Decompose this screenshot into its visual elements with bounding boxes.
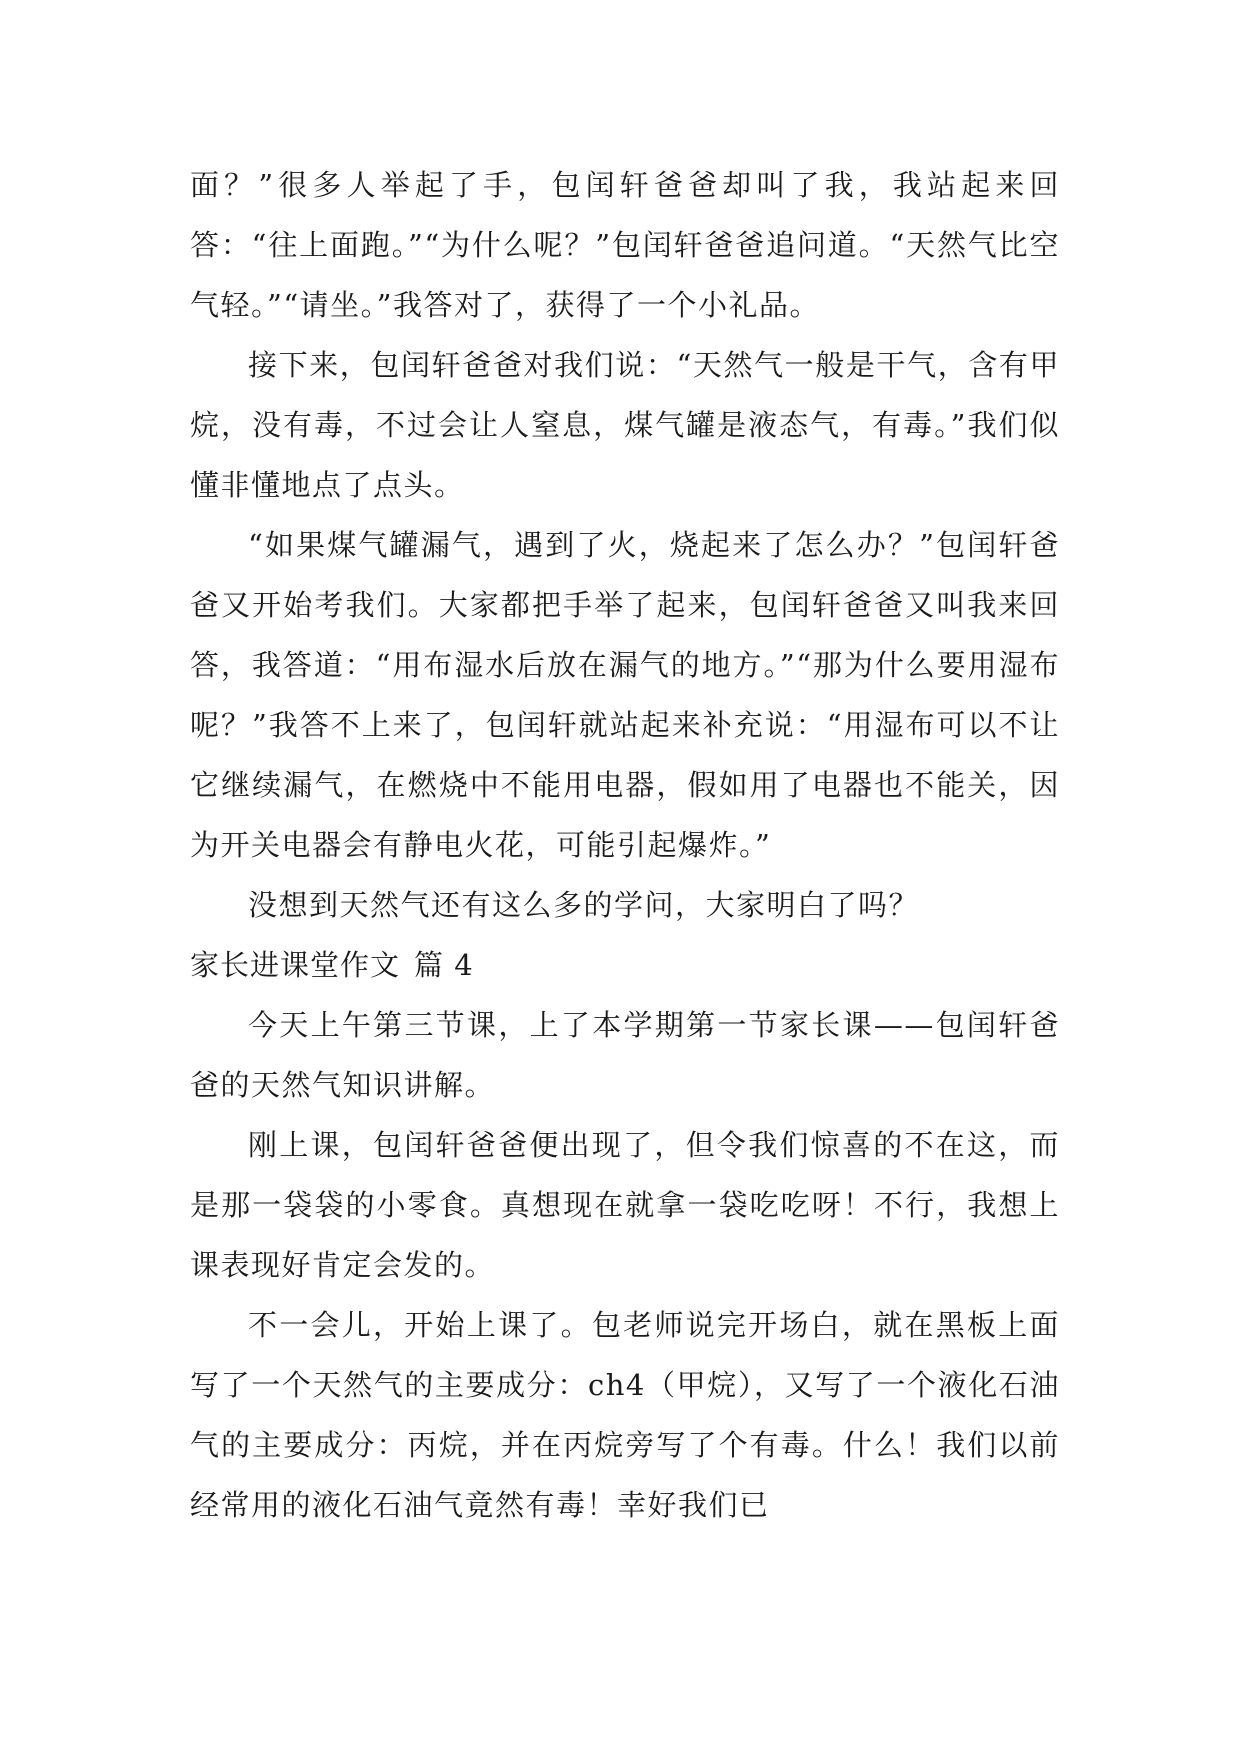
section-heading-part: 篇 4 — [414, 948, 474, 982]
paragraph-5: 今天上午第三节课，上了本学期第一节家长课——包闰轩爸爸的天然气知识讲解。 — [190, 1008, 1060, 1102]
section-heading — [190, 935, 1060, 995]
paragraph-7: 不一会儿，开始上课了。包老师说完开场白，就在黑板上面写了一个天然气的主要成分：ch4（甲烷），又写了一个液化石油气的主要成分：丙烷，并在丙烷旁写了个有毒。什么！我们以前经常用的液化石油气竟然有毒！幸好我们已 — [190, 1308, 1060, 1522]
section-heading-title: 家长进课堂作文 — [190, 948, 401, 982]
paragraph-2: 接下来，包闰轩爸爸对我们说：“天然气一般是干气，含有甲烷，没有毒，不过会让人窒息，煤气罐是液态气，有毒。”我们似懂非懂地点了点头。 — [190, 348, 1060, 502]
paragraph-3: “如果煤气罐漏气，遇到了火，烧起来了怎么办？”包闰轩爸爸又开始考我们。大家都把手举了起来，包闰轩爸爸又叫我来回答，我答道：“用布湿水后放在漏气的地方。”“那为什么要用湿布呢？”我答不上来了，包闰轩就站起来补充说：“用湿布可以不让它继续漏气，在燃烧中不能用电器，假如用了电器也不能关，因为开关电器会有静电火花，可能引起爆炸。” — [190, 528, 1060, 862]
document-body — [190, 155, 1060, 1535]
paragraph-4: 没想到天然气还有这么多的学问，大家明白了吗？ — [248, 888, 920, 922]
paragraph-6: 刚上课，包闰轩爸爸便出现了，但令我们惊喜的不在这，而是那一袋袋的小零食。真想现在就拿一袋吃吃呀！不行，我想上课表现好肯定会发的。 — [190, 1128, 1060, 1282]
paragraph-1: 面？”很多人举起了手，包闰轩爸爸却叫了我，我站起来回答：“往上面跑。”“为什么呢？”包闰轩爸爸追问道。“天然气比空气轻。”“请坐。”我答对了，获得了一个小礼品。 — [190, 168, 1060, 322]
